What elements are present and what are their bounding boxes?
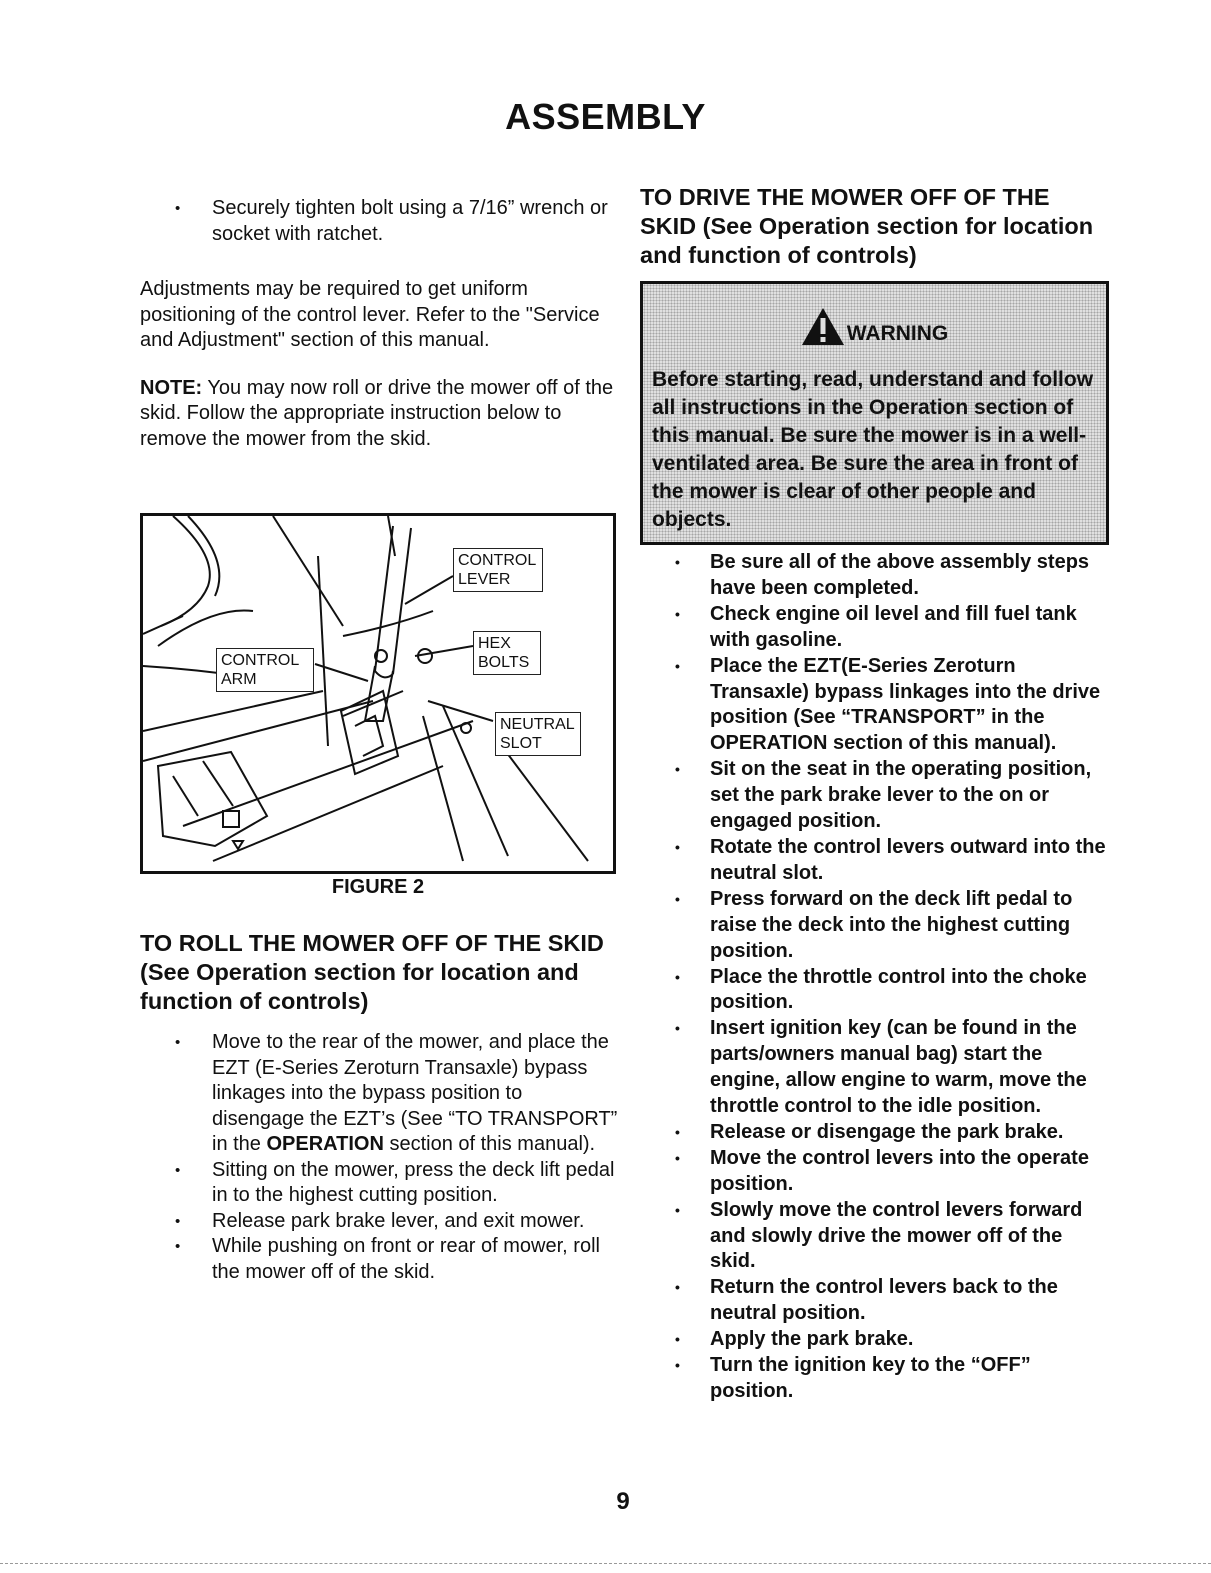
list-item: • Securely tighten bolt using a 7/16” wrench or socket with ratchet. <box>140 196 620 247</box>
warning-header <box>643 306 1106 352</box>
list-item: • Release park brake lever, and exit mower. <box>140 1209 620 1235</box>
page-title: ASSEMBLY <box>505 96 706 137</box>
list-item: • Slowly move the control levers forward and slowly drive the mower off of the skid. <box>640 1198 1110 1276</box>
left-column-text <box>140 196 620 452</box>
list-item: • Be sure all of the above assembly steps have been completed. <box>640 550 1110 602</box>
warning-text: Before starting, read, understand and follow all instructions in the Operation section of this manual. Be sure the mower is in a well-ventilated area. Be sure the area in front of the mower is clear of other people and objects. <box>652 368 1094 531</box>
callout-control-arm: CONTROL ARM <box>216 648 314 692</box>
list-item: • Move to the rear of the mower, and place the EZT (E-Series Zeroturn Transaxle) bypass linkages into the bypass position to disengage the EZT’s (See “TO TRANSPORT” in the OPERATION section of this manual). <box>140 1030 620 1158</box>
callout-hex-bolts: HEX BOLTS <box>473 631 541 675</box>
note-text: You may now roll or drive the mower off of the skid. Follow the appropriate instruction below to remove the mower from the skid. <box>140 376 614 450</box>
note-label: NOTE: <box>140 376 203 399</box>
list-item: • Release or disengage the park brake. <box>640 1120 1110 1146</box>
list-item: • Rotate the control levers outward into the neutral slot. <box>640 835 1110 887</box>
drive-steps-list <box>640 550 1110 1405</box>
drive-heading-rest: SKID (See Operation section for location and function of controls) <box>640 213 1094 268</box>
list-item: • Place the throttle control into the choke position. <box>640 965 1110 1017</box>
adjustment-paragraph: Adjustments may be required to get uniform positioning of the control lever. Refer to the "Service and Adjustment" section of this manual. <box>140 278 600 351</box>
list-item: • Move the control levers into the operate position. <box>640 1146 1110 1198</box>
list-item: • Check engine oil level and fill fuel tank with gasoline. <box>640 602 1110 654</box>
list-item: • Return the control levers back to the neutral position. <box>640 1275 1110 1327</box>
list-item: • Insert ignition key (can be found in the parts/owners manual bag) start the engine, allow engine to warm, move the throttle control to the idle position. <box>640 1016 1110 1120</box>
page-number: 9 <box>616 1488 630 1515</box>
list-item: • Apply the park brake. <box>640 1327 1110 1353</box>
warning-box <box>640 281 1109 545</box>
list-item: • Sitting on the mower, press the deck lift pedal in to the highest cutting position. <box>140 1158 620 1209</box>
figure-2-illustration <box>140 513 616 874</box>
drive-section-heading <box>640 183 1110 270</box>
list-item: • While pushing on front or rear of mower, roll the mower off of the skid. <box>140 1234 620 1285</box>
warning-triangle-icon <box>801 306 845 352</box>
list-item: • Turn the ignition key to the “OFF” position. <box>640 1353 1110 1405</box>
list-item: • Press forward on the deck lift pedal to raise the deck into the highest cutting position. <box>640 887 1110 965</box>
roll-steps-list <box>140 1030 620 1285</box>
list-item: • Place the EZT(E-Series Zeroturn Transaxle) bypass linkages into the drive position (See “TRANSPORT” in the OPERATION section of this manual). <box>640 654 1110 758</box>
roll-section-heading: TO ROLL THE MOWER OFF OF THE SKID (See Operation section for location and function of controls) <box>140 930 604 1014</box>
intro-bullet-list <box>140 196 620 247</box>
drive-heading-line1: TO DRIVE THE MOWER OFF OF THE <box>640 184 1050 210</box>
bottom-divider <box>0 1563 1211 1564</box>
warning-title: WARNING <box>846 322 949 345</box>
note-paragraph <box>140 376 620 453</box>
callout-neutral-slot: NEUTRAL SLOT <box>495 712 581 756</box>
figure-caption: FIGURE 2 <box>331 876 425 898</box>
callout-control-lever: CONTROL LEVER <box>453 548 543 592</box>
list-item: • Sit on the seat in the operating position, set the park brake lever to the on or engaged position. <box>640 757 1110 835</box>
